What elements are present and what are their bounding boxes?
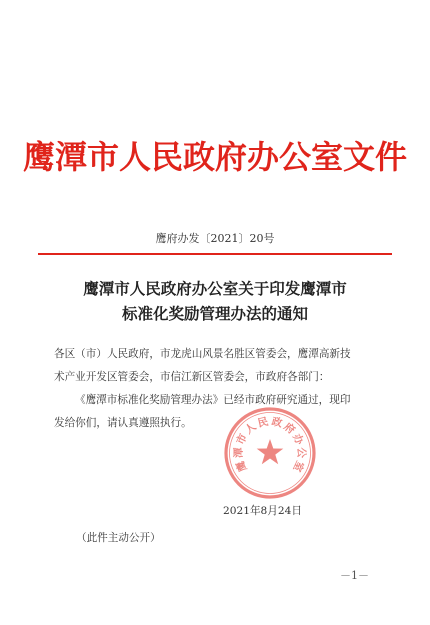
notice-title-line-2: 标准化奖励管理办法的通知 xyxy=(121,304,308,323)
seal-character: 政 xyxy=(270,415,284,430)
notice-title-line-1: 鹰潭市人民政府办公室关于印发鹰潭市 xyxy=(83,279,347,298)
seal-character: 人 xyxy=(242,420,259,437)
seal-character: 办 xyxy=(290,432,306,447)
notice-title xyxy=(0,276,430,326)
seal-character: 民 xyxy=(256,415,270,430)
seal-character: 府 xyxy=(281,420,298,437)
seal-character: 室 xyxy=(290,458,306,474)
public-disclosure-note: （此件主动公开） xyxy=(76,532,161,544)
official-seal-stamp xyxy=(222,405,318,501)
body-line-2: 术产业开发区管委会，市信江新区管委会，市政府各部门： xyxy=(54,371,330,383)
page-number: －1－ xyxy=(340,569,369,582)
red-separator-line xyxy=(38,253,392,255)
document-header-title: 鹰潭市人民政府办公室文件 xyxy=(22,138,407,176)
issue-date: 2021年8月24日 xyxy=(223,505,302,517)
seal-star-icon xyxy=(257,439,284,464)
body-text xyxy=(54,343,384,435)
body-line-1: 各区（市）人民政府，市龙虎山风景名胜区管委会，鹰潭高新技 xyxy=(54,348,351,360)
body-line-3: 《鹰潭市标准化奖励管理办法》已经市政府研究通过，现印 xyxy=(75,394,351,406)
seal-character: 潭 xyxy=(232,447,246,459)
seal-character: 鹰 xyxy=(234,458,250,474)
document-number: 鹰府办发〔2021〕20号 xyxy=(155,232,275,245)
body-line-4: 发给你们，请认真遵照执行。 xyxy=(54,417,192,429)
seal-character: 市 xyxy=(234,432,250,447)
seal-character: 公 xyxy=(294,447,308,459)
